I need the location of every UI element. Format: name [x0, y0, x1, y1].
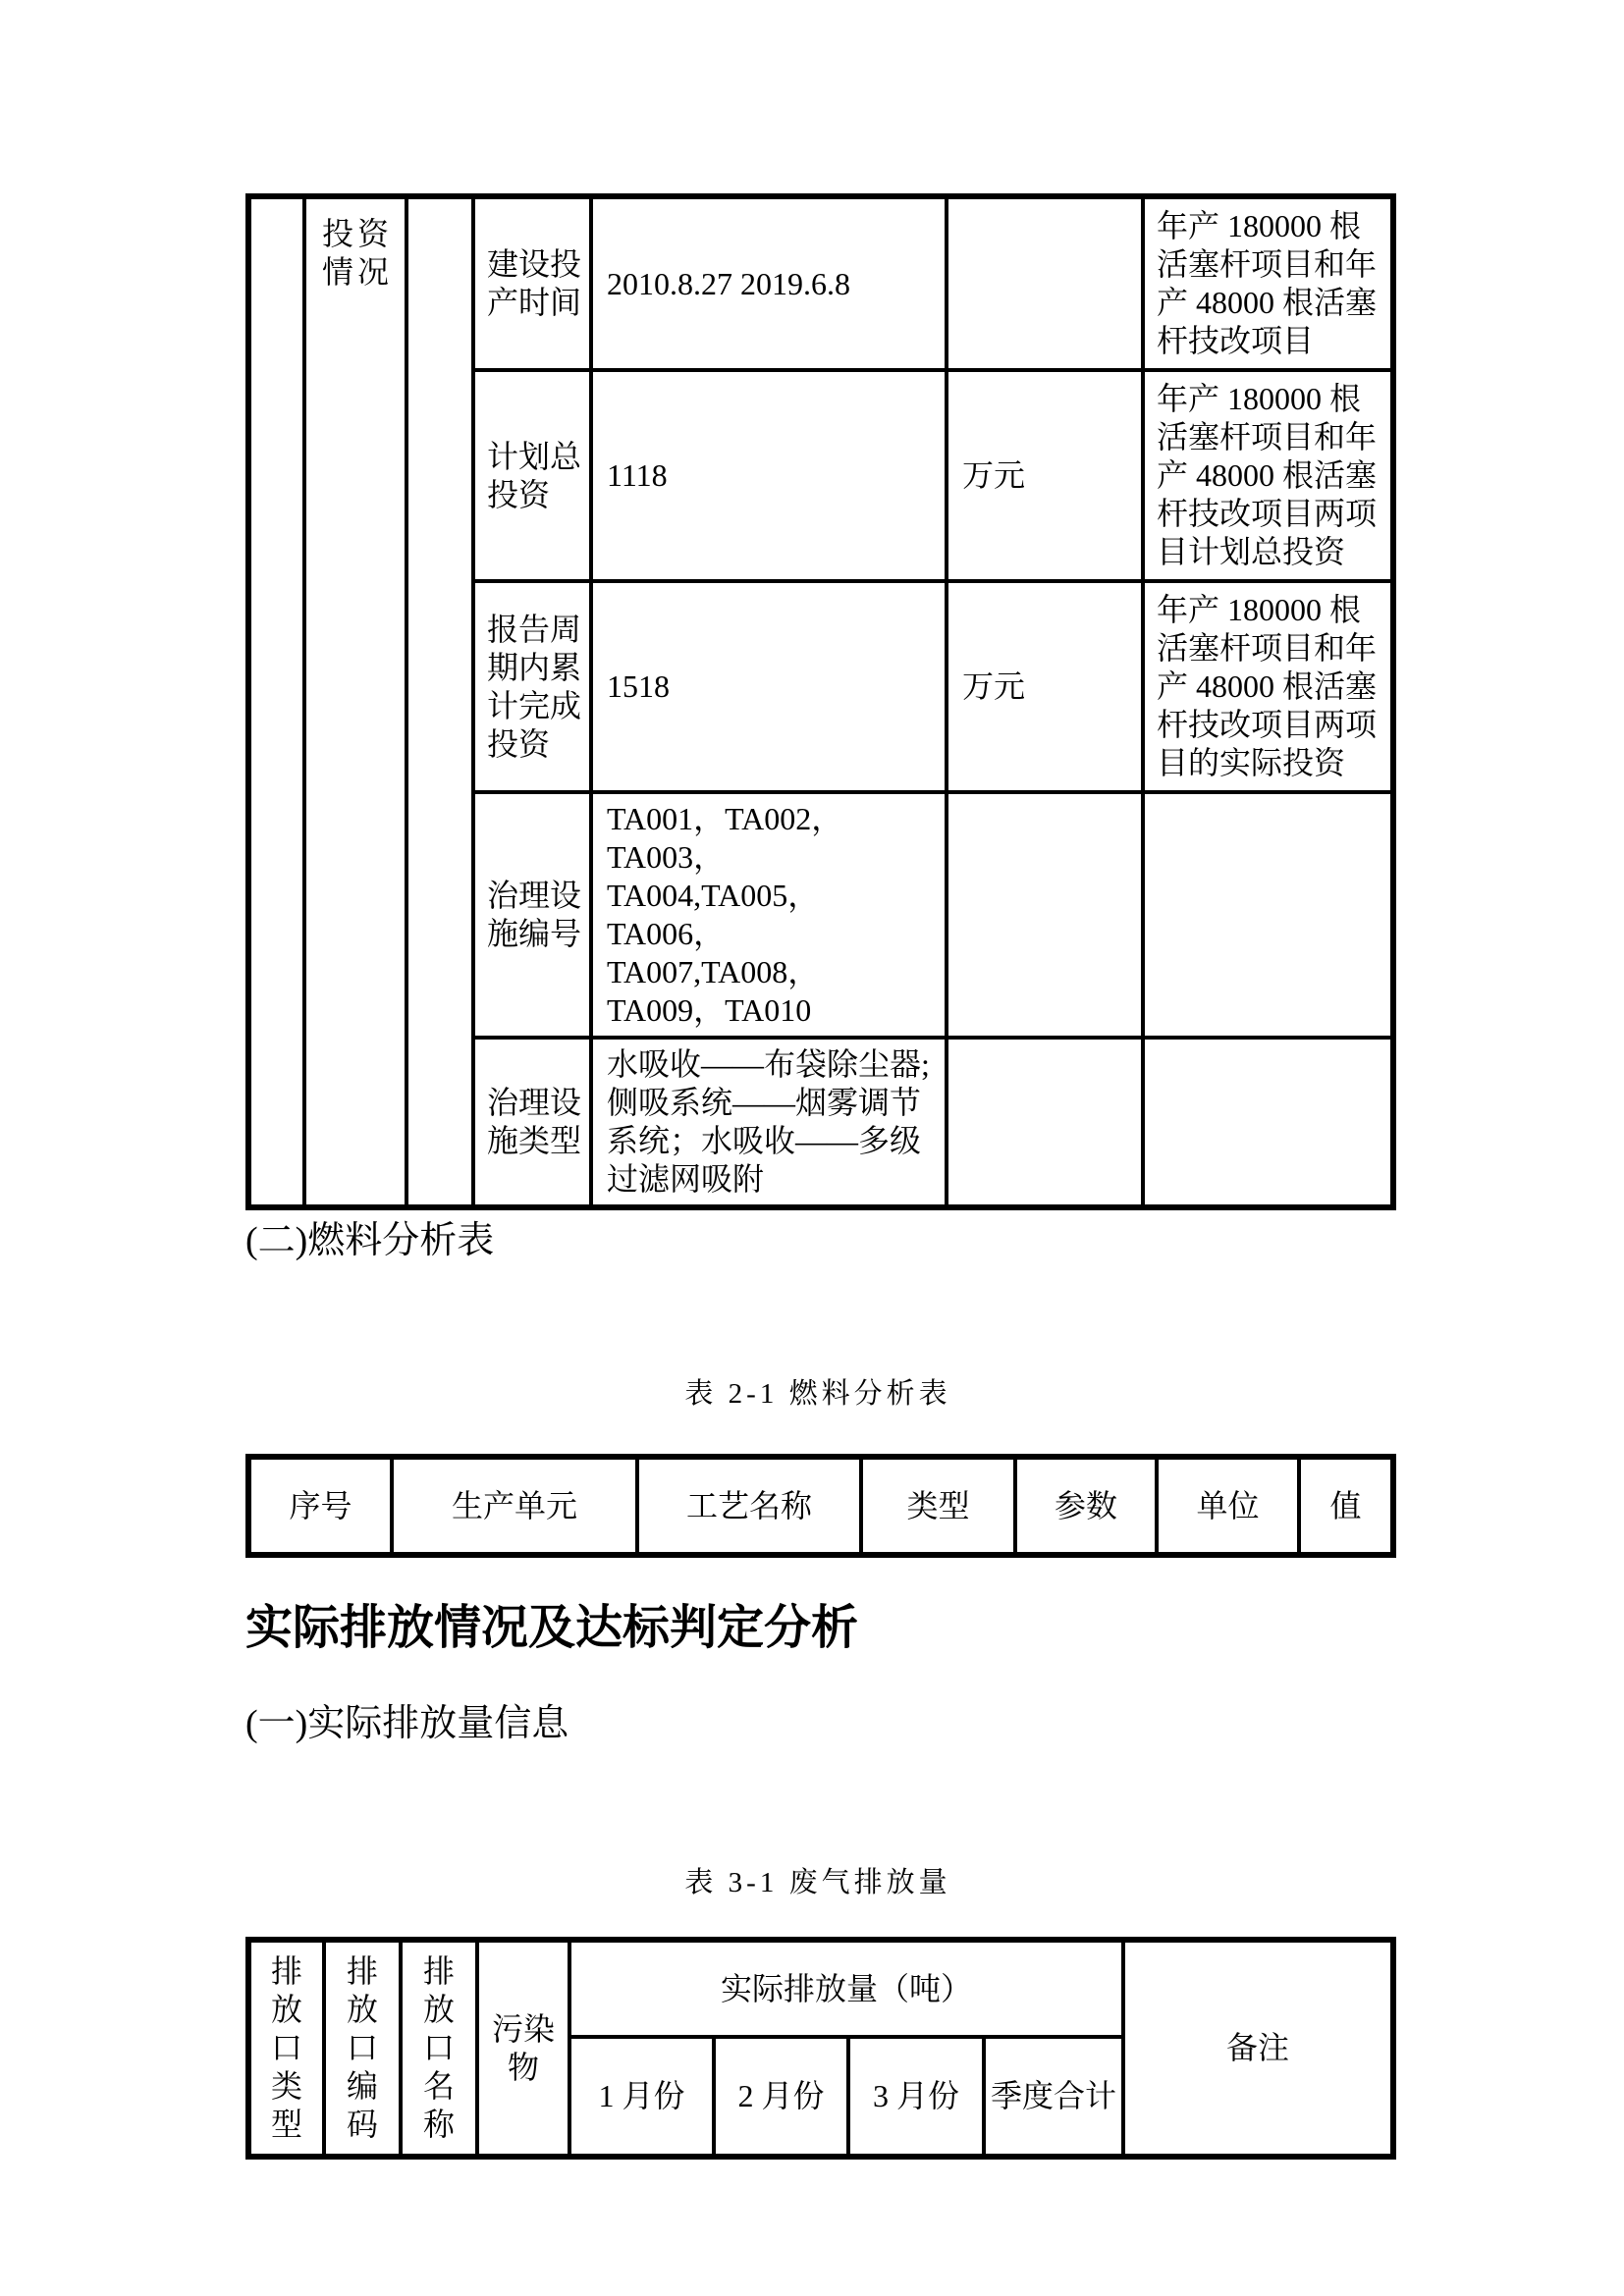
row-note-cell: 年产 180000 根活塞杆项目和年产 48000 根活塞杆技改项目两项目的实际投资 [1143, 581, 1393, 792]
row-note-cell [1143, 1038, 1393, 1207]
row-value-cell: 2010.8.27 2019.6.8 [591, 196, 947, 370]
fuel-header-cell-value: 值 [1299, 1457, 1393, 1555]
month-header-jan: 1 月份 [569, 2037, 714, 2157]
row-note-cell: 年产 180000 根活塞杆项目和年产 48000 根活塞杆技改项目 [1143, 196, 1393, 370]
note-header: 备注 [1123, 1940, 1393, 2157]
page-content [245, 193, 1390, 2160]
row-label-cell: 计划总投资 [473, 370, 591, 581]
fuel-header-cell-unit: 生产单元 [392, 1457, 637, 1555]
continuation-cell-mid [406, 196, 473, 1207]
row-unit-cell: 万元 [947, 581, 1143, 792]
investment-table [245, 193, 1396, 1210]
pollutant-header: 污染物 [477, 1940, 569, 2157]
quarter-total-header: 季度合计 [984, 2037, 1123, 2157]
fuel-header-cell-type: 类型 [861, 1457, 1015, 1555]
fuel-header-cell-measure: 单位 [1157, 1457, 1299, 1555]
row-unit-cell [947, 1038, 1143, 1207]
continuation-cell-left [248, 196, 304, 1207]
section-heading-fuel: (二)燃料分析表 [245, 1220, 495, 1261]
row-note-cell [1143, 792, 1393, 1038]
row-value-cell: 1118 [591, 370, 947, 581]
fuel-header-cell-param: 参数 [1015, 1457, 1157, 1555]
month-header-feb: 2 月份 [714, 2037, 848, 2157]
fuel-header-row [248, 1457, 1393, 1555]
row-unit-cell [947, 196, 1143, 370]
row-label-cell: 治理设施类型 [473, 1038, 591, 1207]
month-header-mar: 3 月份 [848, 2037, 984, 2157]
emission-table [245, 1937, 1396, 2160]
page-title: 实际排放情况及达标判定分析 [245, 1602, 859, 1654]
row-label-cell: 治理设施编号 [473, 792, 591, 1038]
emission-header-row-top [248, 1940, 1393, 2037]
row-label-cell: 建设投产时间 [473, 196, 591, 370]
fuel-header-cell-process: 工艺名称 [637, 1457, 861, 1555]
table-caption-fuel: 表 2-1 燃料分析表 [684, 1378, 951, 1410]
row-group-label-cell: 投资情况 [304, 196, 406, 1207]
section-heading-emission: (一)实际排放量信息 [245, 1703, 569, 1744]
row-unit-cell: 万元 [947, 370, 1143, 581]
emission-amount-group-header: 实际排放量（吨） [569, 1940, 1123, 2037]
outlet-code-header: 排放口编码 [324, 1940, 401, 2157]
outlet-name-header: 排放口名称 [401, 1940, 477, 2157]
table-caption-emission: 表 3-1 废气排放量 [684, 1867, 951, 1898]
row-label-cell: 报告周期内累计完成投资 [473, 581, 591, 792]
fuel-header-cell-seq: 序号 [248, 1457, 392, 1555]
fuel-analysis-table [245, 1454, 1396, 1558]
investment-row [248, 196, 1393, 370]
outlet-type-header: 排放口类型 [248, 1940, 324, 2157]
row-value-cell: 水吸收——布袋除尘器; 侧吸系统——烟雾调节系统；水吸收——多级过滤网吸附 [591, 1038, 947, 1207]
row-value-cell: TA001，TA002，TA003，TA004,TA005，TA006，TA007,TA008，TA009，TA010 [591, 792, 947, 1038]
row-value-cell: 1518 [591, 581, 947, 792]
row-note-cell: 年产 180000 根活塞杆项目和年产 48000 根活塞杆技改项目两项目计划总投资 [1143, 370, 1393, 581]
row-unit-cell [947, 792, 1143, 1038]
